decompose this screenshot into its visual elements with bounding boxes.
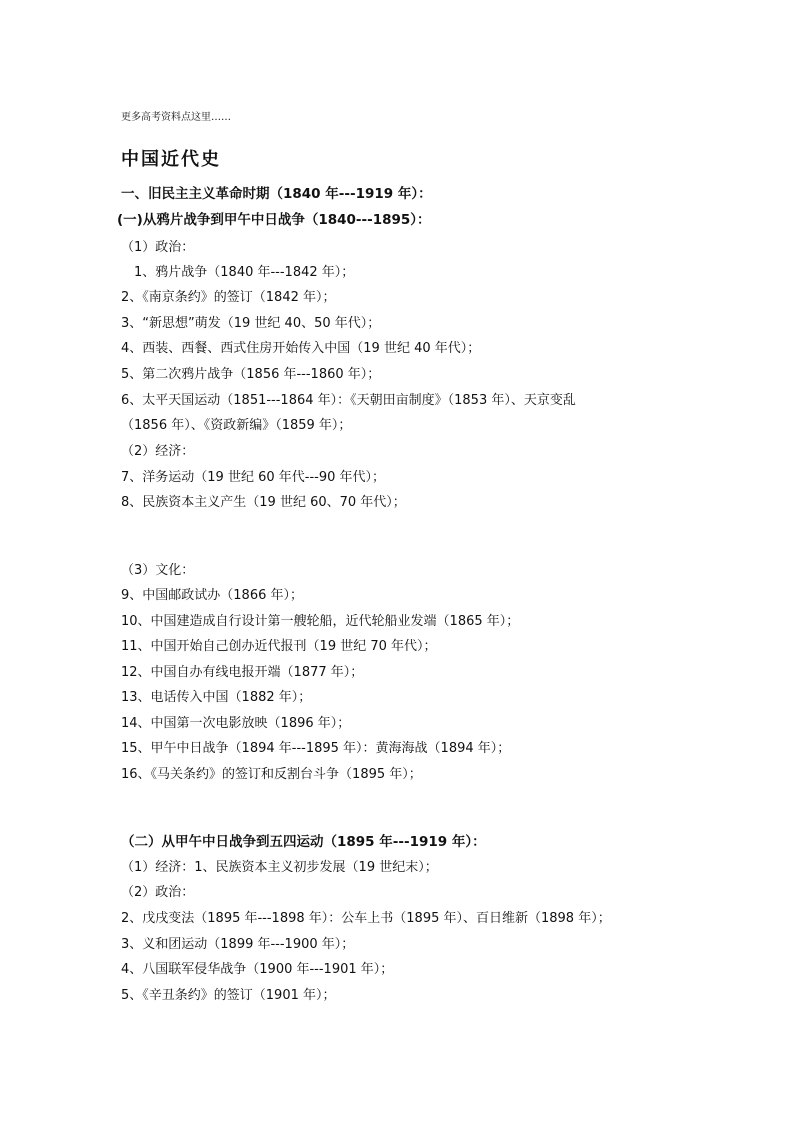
section1-heading: 一、旧民主主义革命时期（1840 年---1919 年）：	[121, 186, 432, 202]
list-item: 13、电话传入中国（1882 年）；	[121, 690, 312, 705]
economy-label: （2）经济：	[121, 444, 195, 459]
list-item: 5、第二次鸦片战争（1856 年---1860 年）；	[121, 367, 381, 382]
list-item: 4、西装、西餐、西式住房开始传入中国（19 世纪 40 年代）；	[121, 341, 481, 356]
list-item: 2、《南京条约》的签订（1842 年）；	[121, 290, 336, 305]
list-item: 1、鸦片战争（1840 年---1842 年）；	[134, 265, 355, 280]
list-item: 9、中国邮政试办（1866 年）；	[121, 588, 303, 603]
list-item: 15、甲午中日战争（1894 年---1895 年）：黄海海战（1894 年）；	[121, 741, 511, 756]
list-item: 11、中国开始自己创办近代报刊（19 世纪 70 年代）；	[121, 639, 437, 654]
page-title: 中国近代史	[121, 149, 221, 170]
list-item: 2、戊戌变法（1895 年---1898 年）：公车上书（1895 年）、百日维新（1898 年）；	[121, 911, 611, 926]
section2-heading: （二）从甲午中日战争到五四运动（1895 年---1919 年）：	[121, 834, 486, 850]
culture-label: （3）文化：	[121, 563, 195, 578]
list-item: （1856 年）、《资政新编》（1859 年）；	[121, 418, 352, 433]
list-item: 8、民族资本主义产生（19 世纪 60、70 年代）；	[121, 495, 406, 510]
list-item: 16、《马关条约》的签订和反割台斗争（1895 年）；	[121, 767, 422, 782]
list-item: 12、中国自办有线电报开端（1877 年）；	[121, 665, 364, 680]
list-item: 6、太平天国运动（1851---1864 年）：《天朝田亩制度》（1853 年）、天京变乱	[121, 393, 576, 408]
list-item: 5、《辛丑条约》的签订（1901 年）；	[121, 988, 336, 1003]
more-materials-link[interactable]: 更多高考资料点这里……	[121, 112, 231, 123]
section1-sub-heading: (一)从鸦片战争到甲午中日战争（1840---1895）：	[117, 212, 431, 228]
politics-label: （1）政治：	[121, 240, 195, 255]
list-item: 14、中国第一次电影放映（1896 年）；	[121, 716, 351, 731]
list-item: 10、中国建造成自行设计第一艘轮船，近代轮船业发端（1865 年）；	[121, 614, 520, 629]
list-item: 3、“新思想”萌发（19 世纪 40、50 年代）；	[121, 316, 381, 331]
list-item: 7、洋务运动（19 世纪 60 年代---90 年代）；	[121, 470, 385, 485]
list-item: 4、八国联军侵华战争（1900 年---1901 年）；	[121, 962, 394, 977]
section2-economy-line: （1）经济：1、民族资本主义初步发展（19 世纪末）；	[121, 860, 438, 875]
section2-politics-label: （2）政治：	[121, 885, 195, 900]
list-item: 3、义和团运动（1899 年---1900 年）；	[121, 937, 355, 952]
